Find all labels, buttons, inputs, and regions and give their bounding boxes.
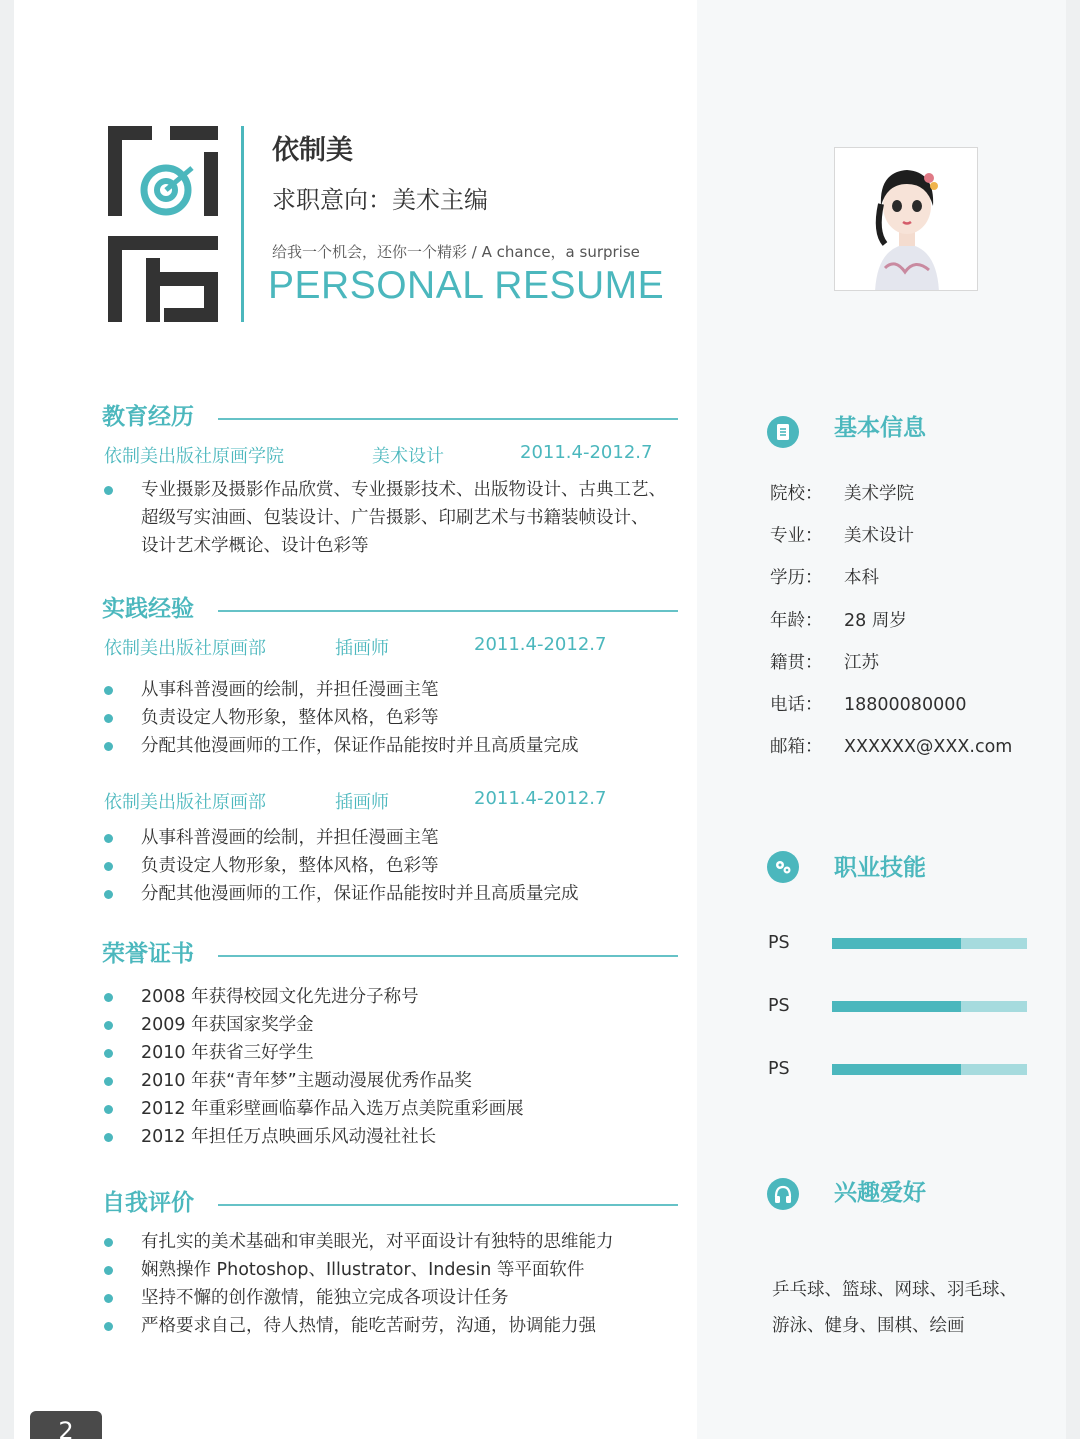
- list-item: [104, 676, 579, 704]
- self-eval-list: [104, 1228, 614, 1340]
- info-row-major: [770, 522, 914, 547]
- list-item: [104, 704, 579, 732]
- bullet-dot-icon: [104, 834, 113, 843]
- skill-label: PS: [768, 996, 790, 1016]
- job-period: 2011.4-2012.7: [474, 634, 607, 655]
- skill-label: PS: [768, 1059, 790, 1079]
- skills-icon: [767, 851, 799, 883]
- info-value: 江苏: [844, 653, 879, 673]
- bullet-dot-icon: [104, 686, 113, 695]
- job-duty-list: [104, 676, 579, 760]
- info-row-hometown: [770, 649, 879, 674]
- bullet-dot-icon: [104, 1049, 113, 1058]
- list-item-text: 2010 年获“青年梦”主题动漫展优秀作品奖: [141, 1071, 472, 1091]
- skill-bar: [832, 1001, 1027, 1012]
- info-value: 28 周岁: [844, 611, 907, 631]
- list-item: [104, 504, 666, 532]
- header-divider: [241, 126, 244, 322]
- job-objective-label: 求职意向：: [272, 186, 392, 214]
- bullet-dot-icon: [104, 1105, 113, 1114]
- list-item: [104, 732, 579, 760]
- resume-title: PERSONAL RESUME: [268, 264, 665, 307]
- headphones-icon: [767, 1178, 799, 1210]
- list-item-text: 严格要求自己，待人热情，能吃苦耐劳，沟通，协调能力强: [141, 1316, 596, 1336]
- list-item: [104, 532, 666, 560]
- list-item-text: 超级写实油画、包装设计、广告摄影、印刷艺术与书籍装帧设计、: [141, 508, 649, 528]
- hobbies-line: 游泳、健身、围棋、绘画: [772, 1316, 965, 1336]
- list-item: [104, 476, 666, 504]
- resume-logo-mark: [104, 112, 224, 332]
- job-company: 依制美出版社原画部: [104, 792, 266, 813]
- bullet-dot-icon: [104, 1238, 113, 1247]
- bullet-dot-icon: [104, 862, 113, 871]
- education-school: 依制美出版社原画学院: [104, 446, 284, 467]
- info-value: 18800080000: [844, 695, 967, 715]
- info-key: 院校：: [770, 484, 823, 504]
- list-item-text: 2009 年获国家奖学金: [141, 1015, 314, 1035]
- list-item-text: 设计艺术学概论、设计色彩等: [141, 536, 369, 556]
- list-item: [104, 1284, 614, 1312]
- skill-bar: [832, 1064, 1027, 1075]
- profile-photo: [834, 147, 978, 291]
- honors-divider: [218, 955, 678, 957]
- job-duty-list: [104, 824, 579, 908]
- list-item: [104, 1312, 614, 1340]
- job-role: 插画师: [335, 638, 389, 659]
- list-item: [104, 880, 579, 908]
- list-item-text: 2008 年获得校园文化先进分子称号: [141, 987, 419, 1007]
- honors-title: 荣誉证书: [102, 941, 194, 967]
- education-period: 2011.4-2012.7: [520, 442, 653, 463]
- info-key: 学历：: [770, 568, 823, 588]
- job-company: 依制美出版社原画部: [104, 638, 266, 659]
- list-item-text: 坚持不懈的创作激情，能独立完成各项设计任务: [141, 1288, 509, 1308]
- info-row-school: [770, 480, 914, 505]
- info-key: 专业：: [770, 526, 823, 546]
- education-course-list: [104, 476, 666, 560]
- slogan: 给我一个机会，还你一个精彩 / A chance，a surprise: [272, 243, 640, 261]
- list-item-text: 有扎实的美术基础和审美眼光，对平面设计有独特的思维能力: [141, 1232, 614, 1252]
- document-icon: [767, 416, 799, 448]
- hobbies-line: 乒乓球、篮球、网球、羽毛球、: [772, 1280, 1017, 1300]
- skill-bar-fill: [832, 1001, 961, 1012]
- education-divider: [218, 418, 678, 420]
- info-row-age: [770, 607, 907, 632]
- page-number-tab[interactable]: 2: [30, 1411, 102, 1439]
- bullet-dot-icon: [104, 1077, 113, 1086]
- skill-label: PS: [768, 933, 790, 953]
- bullet-dot-icon: [104, 486, 113, 495]
- education-title: 教育经历: [102, 404, 194, 430]
- list-item-text: 分配其他漫画师的工作，保证作品能按时并且高质量完成: [141, 736, 579, 756]
- education-major: 美术设计: [372, 446, 444, 467]
- list-item: [104, 1228, 614, 1256]
- info-row-degree: [770, 564, 879, 589]
- bullet-dot-icon: [104, 1021, 113, 1030]
- bullet-dot-icon: [104, 742, 113, 751]
- list-item-text: 从事科普漫画的绘制，并担任漫画主笔: [141, 828, 439, 848]
- list-item: [104, 1039, 524, 1067]
- list-item-text: 专业摄影及摄影作品欣赏、专业摄影技术、出版物设计、古典工艺、: [141, 480, 666, 500]
- list-item: [104, 824, 579, 852]
- job-objective: [272, 180, 488, 215]
- info-value: 美术设计: [844, 526, 914, 546]
- skills-title: 职业技能: [834, 855, 926, 881]
- practice-divider: [218, 610, 678, 612]
- skill-bar-fill: [832, 938, 961, 949]
- list-item-text: 负责设定人物形象，整体风格，色彩等: [141, 856, 439, 876]
- info-row-phone: [770, 691, 966, 716]
- bullet-dot-icon: [104, 890, 113, 899]
- list-item-text: 2012 年担任万点映画乐风动漫社社长: [141, 1127, 437, 1147]
- list-item: [104, 1123, 524, 1151]
- bullet-dot-icon: [104, 1266, 113, 1275]
- list-item: [104, 1095, 524, 1123]
- self-eval-title: 自我评价: [102, 1190, 194, 1216]
- list-item: [104, 1011, 524, 1039]
- hobbies-title: 兴趣爱好: [834, 1180, 926, 1206]
- info-value: 美术学院: [844, 484, 914, 504]
- info-key: 年龄：: [770, 611, 823, 631]
- info-value: XXXXXX@XXX.com: [844, 737, 1013, 757]
- honors-list: [104, 983, 524, 1151]
- candidate-name: 依制美: [272, 135, 353, 166]
- basic-info-title: 基本信息: [834, 415, 926, 441]
- list-item-text: 从事科普漫画的绘制，并担任漫画主笔: [141, 680, 439, 700]
- list-item-text: 娴熟操作 Photoshop、Illustrator、Indesin 等平面软件: [141, 1260, 585, 1280]
- job-role: 插画师: [335, 792, 389, 813]
- bullet-dot-icon: [104, 1133, 113, 1142]
- list-item: [104, 1067, 524, 1095]
- info-key: 电话：: [770, 695, 823, 715]
- job-objective-value: 美术主编: [392, 186, 488, 214]
- info-value: 本科: [844, 568, 879, 588]
- skill-bar: [832, 938, 1027, 949]
- avatar-illustration-icon: [835, 148, 978, 291]
- list-item-text: 2010 年获省三好学生: [141, 1043, 314, 1063]
- list-item: [104, 852, 579, 880]
- list-item: [104, 983, 524, 1011]
- list-item: [104, 1256, 614, 1284]
- info-key: 籍贯：: [770, 653, 823, 673]
- list-item-text: 2012 年重彩壁画临摹作品入选万点美院重彩画展: [141, 1099, 524, 1119]
- logo-calligraphy-icon: [104, 112, 224, 332]
- info-key: 邮箱：: [770, 737, 823, 757]
- bullet-dot-icon: [104, 1322, 113, 1331]
- list-item-text: 分配其他漫画师的工作，保证作品能按时并且高质量完成: [141, 884, 579, 904]
- self-eval-divider: [218, 1204, 678, 1206]
- job-period: 2011.4-2012.7: [474, 788, 607, 809]
- skill-bar-fill: [832, 1064, 961, 1075]
- bullet-dot-icon: [104, 993, 113, 1002]
- bullet-dot-icon: [104, 714, 113, 723]
- practice-title: 实践经验: [102, 596, 194, 622]
- list-item-text: 负责设定人物形象，整体风格，色彩等: [141, 708, 439, 728]
- bullet-dot-icon: [104, 1294, 113, 1303]
- info-row-email: [770, 733, 1012, 758]
